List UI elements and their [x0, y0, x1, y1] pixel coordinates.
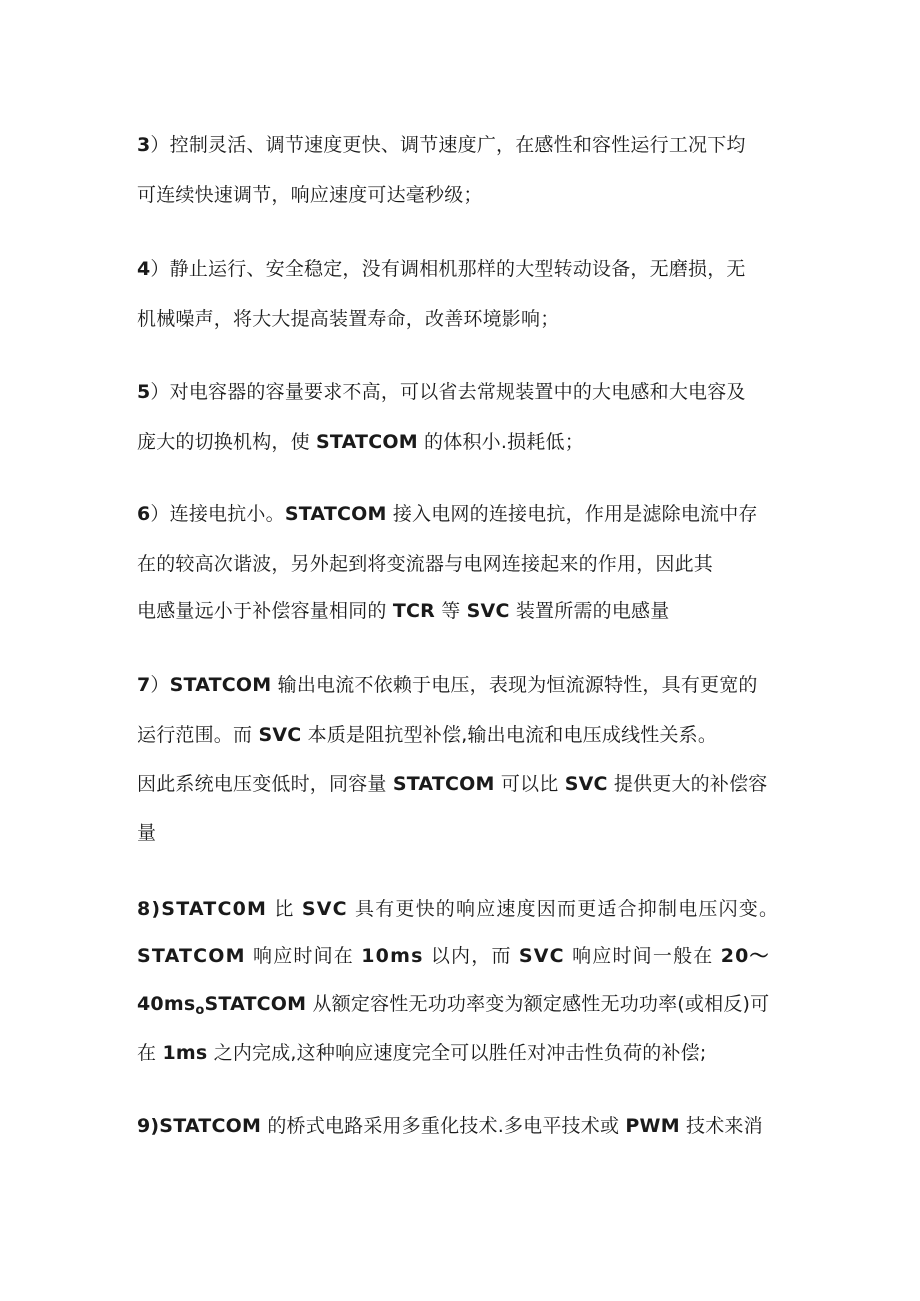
- paragraph-7-line-1: [137, 672, 758, 698]
- line-text: 因此系统电压变低时，同容量: [137, 773, 393, 795]
- paragraph-7-line-4: [137, 820, 156, 846]
- term-svc: SVC: [466, 600, 510, 622]
- term-statcom: STATCOM: [204, 993, 307, 1015]
- item-number: 5: [137, 381, 151, 403]
- line-text: 对电容器的容量要求不高，可以省去常规装置中的大电感和大电容及: [169, 381, 746, 403]
- paragraph-4-line-2: [137, 306, 559, 332]
- line-text: 从额定容性无功功率变为额定感性无功功率(或相反)可: [306, 993, 770, 1015]
- line-text: 庞大的切换机构，使: [137, 431, 317, 453]
- term-statcom: STATCOM: [137, 945, 246, 967]
- item-paren: ）: [150, 381, 170, 403]
- term-svc: SVC: [518, 945, 565, 967]
- term-tcr: TCR: [392, 600, 435, 622]
- paragraph-7-line-3: [137, 771, 767, 797]
- item-paren: ）: [150, 503, 170, 525]
- line-text: 响应时间在: [245, 945, 362, 967]
- term-svc: SVC: [301, 898, 348, 920]
- line-text: 响应时间一般在: [564, 945, 721, 967]
- line-text: 具有更快的响应速度因而更适合抑制电压闪变。: [347, 898, 780, 920]
- paragraph-6-line-2: [137, 551, 713, 577]
- line-text: 的桥式电路采用多重化技术.多电平技术或: [261, 1115, 626, 1137]
- paragraph-4-line-1: [137, 256, 746, 282]
- line-text: 提供更大的补偿容: [607, 773, 768, 795]
- paragraph-3-line-2: [137, 182, 483, 208]
- paragraph-6-line-1: [137, 501, 758, 527]
- item-number: 3: [137, 134, 151, 156]
- paragraph-9-line-1: [137, 1113, 763, 1139]
- paragraph-8-line-2: [137, 943, 770, 969]
- paragraph-5-line-1: [137, 379, 746, 405]
- line-text: 机械噪声，将大大提高装置寿命，改善环境影响；: [137, 308, 560, 330]
- line-text: 以内，而: [423, 945, 519, 967]
- line-text: 可以比: [494, 773, 565, 795]
- item-number: 6: [137, 503, 151, 525]
- paragraph-6-line-3: [137, 598, 669, 624]
- line-text: 之内完成,这种响应速度完全可以胜任对冲击性负荷的补偿;: [207, 1042, 707, 1064]
- line-text: 技术来消: [679, 1115, 763, 1137]
- line-text: 量: [137, 822, 157, 844]
- paragraph-5-line-2: [137, 429, 584, 455]
- line-text: 运行范围。而: [137, 724, 259, 746]
- term-pwm: PWM: [625, 1115, 680, 1137]
- subscript-o: o: [195, 1003, 205, 1018]
- paragraph-7-line-2: [137, 722, 717, 748]
- line-text: 控制灵活、调节速度更快、调节速度广，在感性和容性运行工况下均: [169, 134, 746, 156]
- line-text: 在: [137, 1042, 163, 1064]
- line-text: 可连续快速调节，响应速度可达毫秒级；: [137, 184, 483, 206]
- paragraph-3-line-1: [137, 132, 746, 158]
- line-text: 静止运行、安全稳定，没有调相机那样的大型转动设备，无磨损，无: [169, 258, 746, 280]
- value-20: 20～: [720, 945, 770, 967]
- item-number: 7: [137, 674, 151, 696]
- line-text: 输出电流不依赖于电压，表现为恒流源特性，具有更宽的: [271, 674, 758, 696]
- line-text: 的体积小.损耗低；: [417, 431, 584, 453]
- line-text: 电感量远小于补偿容量相同的: [137, 600, 393, 622]
- term-statcom: STATCOM: [392, 773, 495, 795]
- line-text: 等: [434, 600, 467, 622]
- paragraph-8-line-3: [137, 991, 769, 1024]
- value-1ms: 1ms: [162, 1042, 208, 1064]
- term-statcom: 8)STATC0M: [137, 898, 268, 920]
- term-svc: SVC: [564, 773, 608, 795]
- term-statcom: STATCOM: [284, 503, 387, 525]
- term-statcom: STATCOM: [316, 431, 418, 453]
- line-text: 比: [267, 898, 302, 920]
- term-svc: SVC: [258, 724, 302, 746]
- item-paren: ）: [150, 674, 170, 696]
- line-text: 连接电抗小。: [169, 503, 285, 525]
- term-statcom: STATCOM: [169, 674, 272, 696]
- line-text: 装置所需的电感量: [509, 600, 670, 622]
- item-paren: ）: [150, 134, 170, 156]
- value-40ms: 40ms: [137, 993, 196, 1015]
- line-text: 在的较高次谐波，另外起到将变流器与电网连接起来的作用，因此其: [137, 553, 714, 575]
- item-paren: ）: [150, 258, 170, 280]
- value-10ms: 10ms: [361, 945, 424, 967]
- term-statcom: 9)STATCOM: [137, 1115, 262, 1137]
- line-text: 接入电网的连接电抗，作用是滤除电流中存: [386, 503, 758, 525]
- item-number: 4: [137, 258, 151, 280]
- line-text: 本质是阻抗型补偿,输出电流和电压成线性关系。: [301, 724, 718, 746]
- paragraph-8-line-4: [137, 1040, 706, 1066]
- paragraph-8-line-1: [137, 896, 779, 922]
